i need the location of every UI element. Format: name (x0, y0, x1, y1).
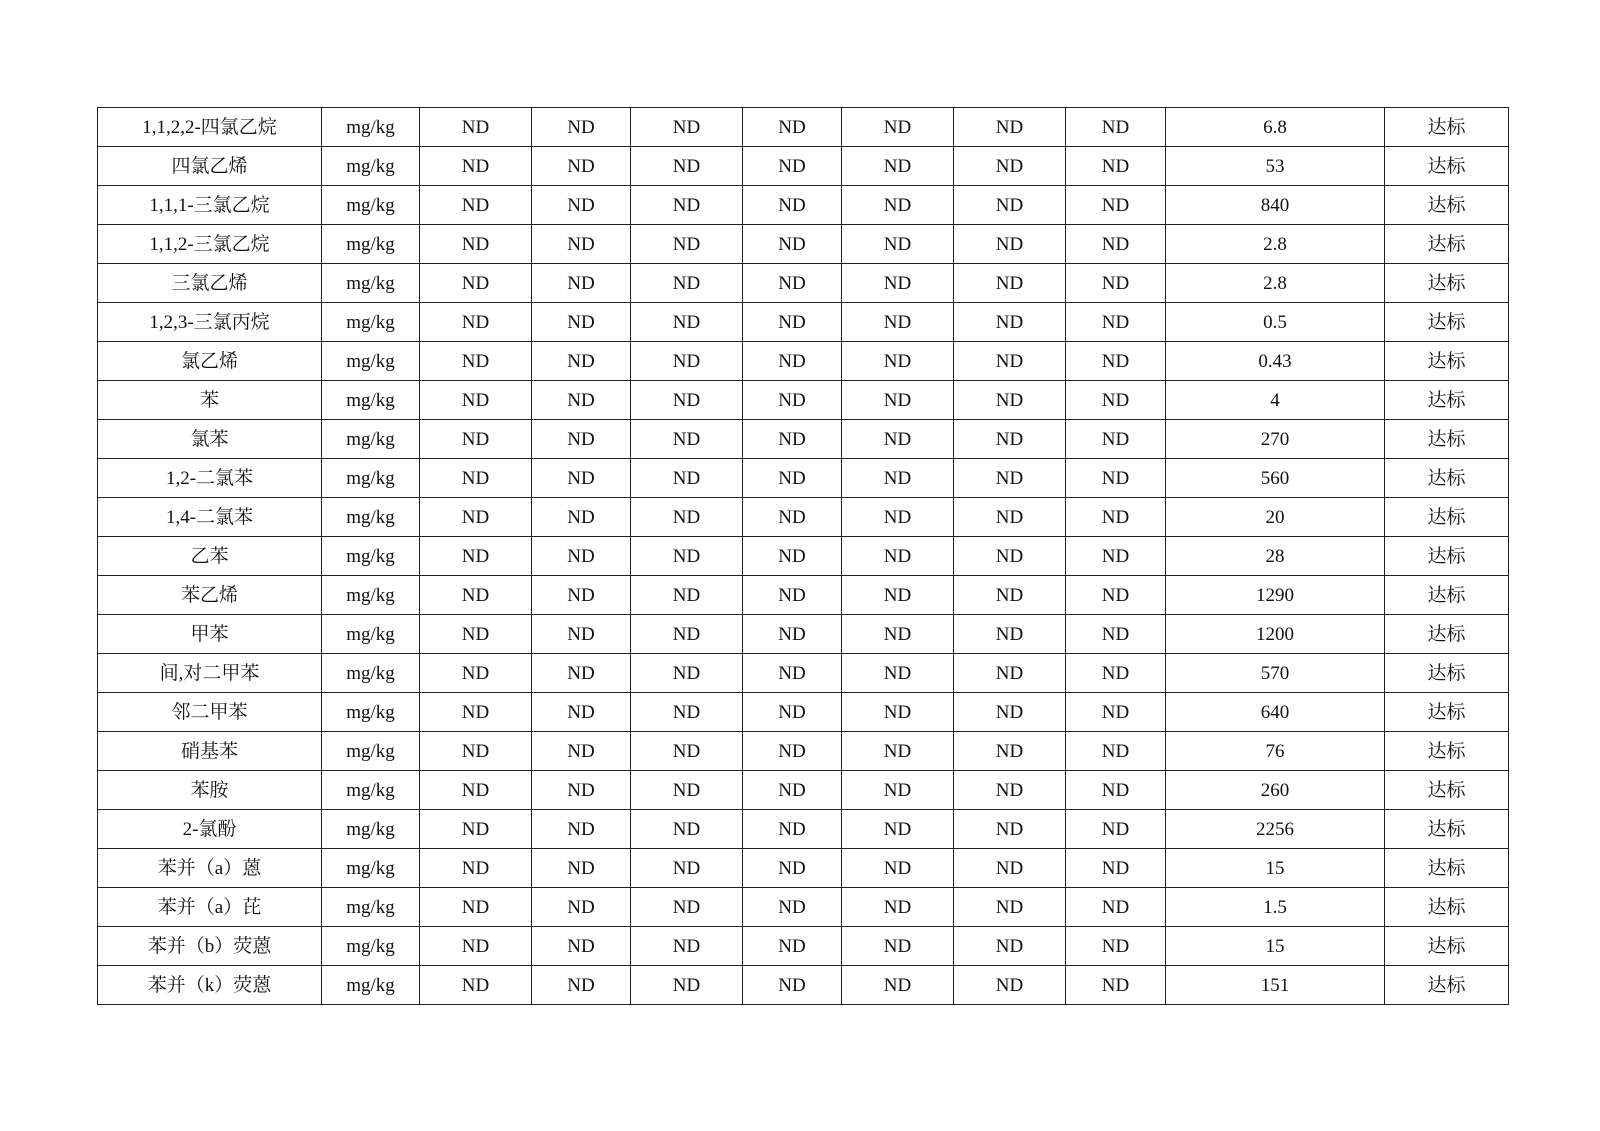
measurement-cell: ND (420, 186, 532, 225)
measurement-cell: ND (532, 147, 631, 186)
standard-value-cell: 2256 (1166, 810, 1385, 849)
measurement-cell: ND (842, 459, 954, 498)
table-row (98, 888, 1509, 927)
pollutant-name-cell: 苯并（a）蒽 (98, 849, 322, 888)
compliance-result-cell: 达标 (1385, 888, 1509, 927)
measurement-cell: ND (532, 498, 631, 537)
measurement-cell: ND (532, 576, 631, 615)
measurement-cell: ND (743, 342, 842, 381)
table-row (98, 498, 1509, 537)
measurement-cell: ND (420, 576, 532, 615)
measurement-cell: ND (631, 225, 743, 264)
unit-cell: mg/kg (322, 225, 420, 264)
measurement-cell: ND (743, 771, 842, 810)
measurement-cell: ND (954, 927, 1066, 966)
measurement-cell: ND (532, 303, 631, 342)
measurement-cell: ND (420, 810, 532, 849)
standard-value-cell: 2.8 (1166, 225, 1385, 264)
measurement-cell: ND (420, 381, 532, 420)
measurement-cell: ND (954, 537, 1066, 576)
compliance-result-cell: 达标 (1385, 693, 1509, 732)
compliance-result-cell: 达标 (1385, 147, 1509, 186)
standard-value-cell: 6.8 (1166, 108, 1385, 147)
measurement-cell: ND (631, 264, 743, 303)
compliance-result-cell: 达标 (1385, 303, 1509, 342)
measurement-cell: ND (743, 498, 842, 537)
unit-cell: mg/kg (322, 537, 420, 576)
compliance-result-cell: 达标 (1385, 342, 1509, 381)
pollutant-name-cell: 苯并（b）荧蒽 (98, 927, 322, 966)
standard-value-cell: 560 (1166, 459, 1385, 498)
pollutant-name-cell: 1,4-二氯苯 (98, 498, 322, 537)
standard-value-cell: 1290 (1166, 576, 1385, 615)
measurement-cell: ND (1066, 654, 1166, 693)
measurement-cell: ND (842, 381, 954, 420)
standard-value-cell: 28 (1166, 537, 1385, 576)
measurement-cell: ND (532, 459, 631, 498)
measurement-cell: ND (743, 147, 842, 186)
unit-cell: mg/kg (322, 459, 420, 498)
measurement-cell: ND (631, 342, 743, 381)
pollutant-name-cell: 苯并（k）荧蒽 (98, 966, 322, 1005)
measurement-cell: ND (420, 459, 532, 498)
measurement-cell: ND (743, 303, 842, 342)
table-row (98, 615, 1509, 654)
measurement-cell: ND (631, 927, 743, 966)
measurement-cell: ND (842, 264, 954, 303)
measurement-cell: ND (1066, 576, 1166, 615)
measurement-cell: ND (420, 888, 532, 927)
measurement-cell: ND (532, 615, 631, 654)
measurement-cell: ND (631, 186, 743, 225)
measurement-cell: ND (631, 849, 743, 888)
unit-cell: mg/kg (322, 927, 420, 966)
measurement-cell: ND (743, 459, 842, 498)
table-row (98, 654, 1509, 693)
measurement-cell: ND (1066, 498, 1166, 537)
compliance-result-cell: 达标 (1385, 108, 1509, 147)
measurement-cell: ND (954, 225, 1066, 264)
measurement-cell: ND (532, 888, 631, 927)
measurement-cell: ND (842, 576, 954, 615)
measurement-cell: ND (1066, 342, 1166, 381)
measurement-cell: ND (631, 498, 743, 537)
unit-cell: mg/kg (322, 303, 420, 342)
pollutant-name-cell: 2-氯酚 (98, 810, 322, 849)
table-body (98, 108, 1509, 1005)
measurement-cell: ND (842, 225, 954, 264)
measurement-cell: ND (420, 108, 532, 147)
unit-cell: mg/kg (322, 264, 420, 303)
table-row (98, 732, 1509, 771)
measurement-cell: ND (743, 576, 842, 615)
measurement-cell: ND (743, 966, 842, 1005)
measurement-cell: ND (743, 927, 842, 966)
unit-cell: mg/kg (322, 108, 420, 147)
measurement-cell: ND (743, 888, 842, 927)
table-row (98, 264, 1509, 303)
compliance-result-cell: 达标 (1385, 771, 1509, 810)
pollutant-name-cell: 四氯乙烯 (98, 147, 322, 186)
compliance-result-cell: 达标 (1385, 264, 1509, 303)
measurement-cell: ND (1066, 186, 1166, 225)
unit-cell: mg/kg (322, 771, 420, 810)
unit-cell: mg/kg (322, 849, 420, 888)
measurement-cell: ND (842, 888, 954, 927)
measurement-cell: ND (842, 693, 954, 732)
compliance-result-cell: 达标 (1385, 381, 1509, 420)
table-row (98, 966, 1509, 1005)
measurement-cell: ND (420, 498, 532, 537)
unit-cell: mg/kg (322, 381, 420, 420)
measurement-cell: ND (420, 771, 532, 810)
pollutant-name-cell: 硝基苯 (98, 732, 322, 771)
measurement-cell: ND (1066, 732, 1166, 771)
measurement-cell: ND (532, 264, 631, 303)
table-row (98, 225, 1509, 264)
measurement-cell: ND (954, 654, 1066, 693)
measurement-cell: ND (743, 381, 842, 420)
measurement-cell: ND (743, 537, 842, 576)
pollutant-name-cell: 1,2,3-三氯丙烷 (98, 303, 322, 342)
measurement-cell: ND (954, 888, 1066, 927)
measurement-cell: ND (743, 810, 842, 849)
measurement-cell: ND (1066, 420, 1166, 459)
pollutant-name-cell: 间,对二甲苯 (98, 654, 322, 693)
unit-cell: mg/kg (322, 576, 420, 615)
pollutant-name-cell: 甲苯 (98, 615, 322, 654)
measurement-cell: ND (420, 654, 532, 693)
measurement-cell: ND (420, 693, 532, 732)
measurement-cell: ND (954, 342, 1066, 381)
measurement-cell: ND (420, 420, 532, 459)
measurement-cell: ND (954, 108, 1066, 147)
measurement-cell: ND (631, 381, 743, 420)
unit-cell: mg/kg (322, 888, 420, 927)
measurement-cell: ND (420, 537, 532, 576)
measurement-cell: ND (1066, 927, 1166, 966)
pollutant-name-cell: 1,1,2,2-四氯乙烷 (98, 108, 322, 147)
measurement-cell: ND (743, 732, 842, 771)
measurement-cell: ND (743, 264, 842, 303)
measurement-cell: ND (420, 342, 532, 381)
measurement-cell: ND (1066, 537, 1166, 576)
measurement-cell: ND (954, 732, 1066, 771)
pollutant-name-cell: 苯胺 (98, 771, 322, 810)
measurement-cell: ND (842, 186, 954, 225)
unit-cell: mg/kg (322, 342, 420, 381)
measurement-cell: ND (954, 381, 1066, 420)
measurement-cell: ND (954, 810, 1066, 849)
standard-value-cell: 20 (1166, 498, 1385, 537)
measurement-cell: ND (1066, 693, 1166, 732)
measurement-cell: ND (954, 966, 1066, 1005)
measurement-cell: ND (954, 849, 1066, 888)
unit-cell: mg/kg (322, 693, 420, 732)
standard-value-cell: 53 (1166, 147, 1385, 186)
table-row (98, 147, 1509, 186)
pollutant-name-cell: 乙苯 (98, 537, 322, 576)
measurement-cell: ND (1066, 966, 1166, 1005)
pollutant-name-cell: 邻二甲苯 (98, 693, 322, 732)
measurement-cell: ND (954, 615, 1066, 654)
measurement-cell: ND (1066, 108, 1166, 147)
measurement-cell: ND (631, 615, 743, 654)
pollutant-name-cell: 苯并（a）芘 (98, 888, 322, 927)
pollutant-name-cell: 氯苯 (98, 420, 322, 459)
compliance-result-cell: 达标 (1385, 615, 1509, 654)
unit-cell: mg/kg (322, 420, 420, 459)
table-row (98, 459, 1509, 498)
measurement-cell: ND (532, 225, 631, 264)
measurement-cell: ND (1066, 303, 1166, 342)
measurement-cell: ND (532, 342, 631, 381)
measurement-cell: ND (842, 342, 954, 381)
compliance-result-cell: 达标 (1385, 537, 1509, 576)
measurement-cell: ND (842, 810, 954, 849)
measurement-cell: ND (631, 654, 743, 693)
measurement-cell: ND (420, 225, 532, 264)
measurement-cell: ND (420, 732, 532, 771)
measurement-cell: ND (631, 537, 743, 576)
compliance-result-cell: 达标 (1385, 966, 1509, 1005)
measurement-cell: ND (954, 498, 1066, 537)
unit-cell: mg/kg (322, 498, 420, 537)
unit-cell: mg/kg (322, 147, 420, 186)
standard-value-cell: 15 (1166, 927, 1385, 966)
measurement-cell: ND (532, 771, 631, 810)
measurement-cell: ND (954, 186, 1066, 225)
measurement-cell: ND (532, 693, 631, 732)
table-row (98, 927, 1509, 966)
standard-value-cell: 1200 (1166, 615, 1385, 654)
measurement-cell: ND (743, 225, 842, 264)
measurement-cell: ND (631, 732, 743, 771)
compliance-result-cell: 达标 (1385, 225, 1509, 264)
unit-cell: mg/kg (322, 654, 420, 693)
table-row (98, 537, 1509, 576)
results-table (97, 107, 1509, 1005)
measurement-cell: ND (1066, 849, 1166, 888)
measurement-cell: ND (532, 654, 631, 693)
pollutant-name-cell: 三氯乙烯 (98, 264, 322, 303)
standard-value-cell: 840 (1166, 186, 1385, 225)
measurement-cell: ND (532, 966, 631, 1005)
measurement-cell: ND (631, 108, 743, 147)
measurement-cell: ND (842, 303, 954, 342)
measurement-cell: ND (954, 576, 1066, 615)
unit-cell: mg/kg (322, 186, 420, 225)
measurement-cell: ND (743, 849, 842, 888)
measurement-cell: ND (743, 693, 842, 732)
measurement-cell: ND (842, 420, 954, 459)
measurement-cell: ND (842, 498, 954, 537)
measurement-cell: ND (532, 381, 631, 420)
table-row (98, 771, 1509, 810)
measurement-cell: ND (532, 108, 631, 147)
standard-value-cell: 15 (1166, 849, 1385, 888)
standard-value-cell: 570 (1166, 654, 1385, 693)
measurement-cell: ND (532, 849, 631, 888)
measurement-cell: ND (1066, 459, 1166, 498)
measurement-cell: ND (954, 264, 1066, 303)
table-row (98, 381, 1509, 420)
table-row (98, 303, 1509, 342)
measurement-cell: ND (420, 615, 532, 654)
compliance-result-cell: 达标 (1385, 849, 1509, 888)
measurement-cell: ND (631, 966, 743, 1005)
measurement-cell: ND (743, 420, 842, 459)
pollutant-name-cell: 1,1,1-三氯乙烷 (98, 186, 322, 225)
measurement-cell: ND (1066, 147, 1166, 186)
compliance-result-cell: 达标 (1385, 732, 1509, 771)
measurement-cell: ND (420, 264, 532, 303)
table-row (98, 810, 1509, 849)
measurement-cell: ND (532, 186, 631, 225)
unit-cell: mg/kg (322, 732, 420, 771)
compliance-result-cell: 达标 (1385, 459, 1509, 498)
pollutant-name-cell: 1,2-二氯苯 (98, 459, 322, 498)
table-row (98, 186, 1509, 225)
measurement-cell: ND (842, 732, 954, 771)
pollutant-name-cell: 氯乙烯 (98, 342, 322, 381)
standard-value-cell: 260 (1166, 771, 1385, 810)
table-row (98, 420, 1509, 459)
measurement-cell: ND (631, 888, 743, 927)
measurement-cell: ND (420, 966, 532, 1005)
measurement-cell: ND (842, 537, 954, 576)
measurement-cell: ND (954, 693, 1066, 732)
compliance-result-cell: 达标 (1385, 654, 1509, 693)
measurement-cell: ND (420, 147, 532, 186)
standard-value-cell: 270 (1166, 420, 1385, 459)
measurement-cell: ND (842, 771, 954, 810)
measurement-cell: ND (631, 459, 743, 498)
measurement-cell: ND (532, 537, 631, 576)
measurement-cell: ND (420, 303, 532, 342)
measurement-cell: ND (420, 927, 532, 966)
standard-value-cell: 4 (1166, 381, 1385, 420)
pollutant-name-cell: 苯乙烯 (98, 576, 322, 615)
measurement-cell: ND (1066, 615, 1166, 654)
measurement-cell: ND (954, 420, 1066, 459)
table-row (98, 576, 1509, 615)
table-row (98, 342, 1509, 381)
measurement-cell: ND (631, 810, 743, 849)
pollutant-name-cell: 1,1,2-三氯乙烷 (98, 225, 322, 264)
measurement-cell: ND (1066, 771, 1166, 810)
table-row (98, 849, 1509, 888)
standard-value-cell: 0.43 (1166, 342, 1385, 381)
measurement-cell: ND (631, 303, 743, 342)
unit-cell: mg/kg (322, 615, 420, 654)
measurement-cell: ND (1066, 888, 1166, 927)
standard-value-cell: 2.8 (1166, 264, 1385, 303)
measurement-cell: ND (631, 147, 743, 186)
measurement-cell: ND (1066, 381, 1166, 420)
measurement-cell: ND (743, 654, 842, 693)
measurement-cell: ND (420, 849, 532, 888)
measurement-cell: ND (842, 147, 954, 186)
standard-value-cell: 0.5 (1166, 303, 1385, 342)
measurement-cell: ND (1066, 264, 1166, 303)
measurement-cell: ND (842, 615, 954, 654)
measurement-cell: ND (743, 108, 842, 147)
compliance-result-cell: 达标 (1385, 420, 1509, 459)
measurement-cell: ND (532, 420, 631, 459)
measurement-cell: ND (842, 966, 954, 1005)
compliance-result-cell: 达标 (1385, 186, 1509, 225)
measurement-cell: ND (631, 693, 743, 732)
measurement-cell: ND (743, 186, 842, 225)
compliance-result-cell: 达标 (1385, 810, 1509, 849)
standard-value-cell: 1.5 (1166, 888, 1385, 927)
compliance-result-cell: 达标 (1385, 498, 1509, 537)
measurement-cell: ND (954, 459, 1066, 498)
measurement-cell: ND (631, 771, 743, 810)
measurement-cell: ND (532, 732, 631, 771)
measurement-cell: ND (532, 927, 631, 966)
measurement-cell: ND (842, 654, 954, 693)
measurement-cell: ND (842, 108, 954, 147)
compliance-result-cell: 达标 (1385, 927, 1509, 966)
measurement-cell: ND (1066, 810, 1166, 849)
standard-value-cell: 76 (1166, 732, 1385, 771)
measurement-cell: ND (532, 810, 631, 849)
measurement-cell: ND (954, 147, 1066, 186)
pollutant-name-cell: 苯 (98, 381, 322, 420)
measurement-cell: ND (743, 615, 842, 654)
table-row (98, 108, 1509, 147)
table-row (98, 693, 1509, 732)
standard-value-cell: 640 (1166, 693, 1385, 732)
unit-cell: mg/kg (322, 810, 420, 849)
measurement-cell: ND (631, 420, 743, 459)
standard-value-cell: 151 (1166, 966, 1385, 1005)
measurement-cell: ND (631, 576, 743, 615)
unit-cell: mg/kg (322, 966, 420, 1005)
measurement-cell: ND (954, 771, 1066, 810)
measurement-cell: ND (954, 303, 1066, 342)
measurement-cell: ND (1066, 225, 1166, 264)
measurement-cell: ND (842, 849, 954, 888)
compliance-result-cell: 达标 (1385, 576, 1509, 615)
measurement-cell: ND (842, 927, 954, 966)
